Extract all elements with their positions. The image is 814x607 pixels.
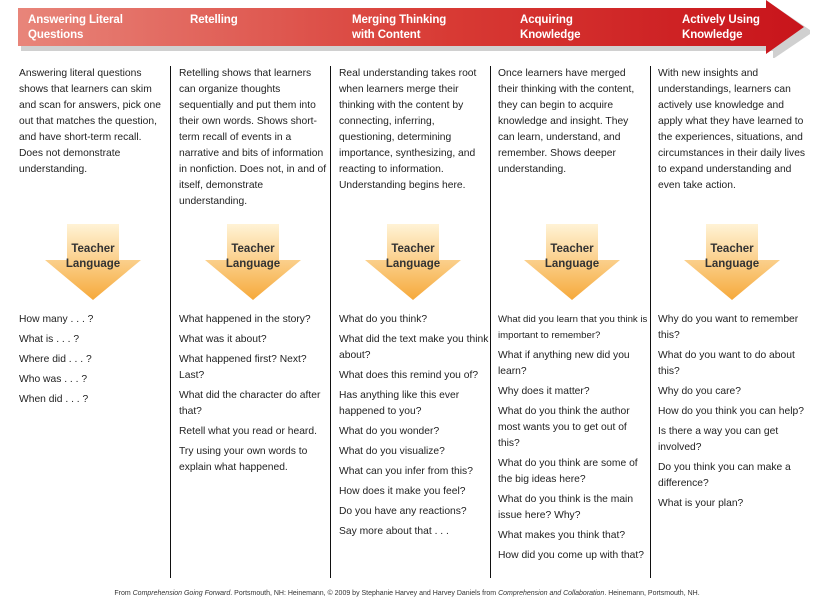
teacher-language-arrow	[205, 224, 301, 300]
list-item: Try using your own words to explain what happened.	[179, 446, 308, 473]
list-item: Do you have any reactions?	[339, 506, 467, 517]
stage-description: Once learners have merged their thinking with the content, they can begin to acquire knowledge and insight. They can learn, understand, and remember. Shows deeper understanding.	[498, 68, 635, 175]
list-item: Why do you want to remember this?	[658, 314, 799, 341]
list-item: How does it make you feel?	[339, 486, 466, 497]
list-item: Is there a way you can get involved?	[658, 426, 779, 453]
stage-title-retelling: Retelling	[190, 14, 238, 26]
list-item: What is your plan?	[658, 498, 744, 509]
list-item: When did . . . ?	[19, 394, 89, 405]
stage-column-retelling	[179, 66, 327, 578]
list-item: What do you wonder?	[339, 426, 440, 437]
book-title: Comprehension Going Forward	[132, 590, 231, 597]
question-list	[179, 312, 329, 480]
list-item: What makes you think that?	[498, 530, 626, 541]
list-item: Why does it matter?	[498, 386, 590, 397]
list-item: Has anything like this ever happened to you?	[339, 390, 460, 417]
list-item: What if anything new did you learn?	[498, 350, 630, 377]
list-item: Who was . . . ?	[19, 374, 88, 385]
list-item: How did you come up with that?	[498, 550, 644, 561]
stage-column-acquiring-knowledge	[498, 66, 646, 578]
list-item: What happened first? Next? Last?	[179, 354, 307, 381]
list-item: Say more about that . . .	[339, 526, 449, 537]
column-divider	[490, 66, 491, 578]
stage-description: Answering literal questions shows that learners can skim and scan for answers, pick one out that matches the question, and have short-term recall. Does not demonstrate understanding.	[19, 68, 161, 175]
list-item: What did you learn that you think is important to remember?	[498, 314, 648, 341]
stage-title-merging-thinking: Merging Thinking with Content	[352, 14, 447, 41]
stage-title-actively-using: Actively Using Knowledge	[682, 14, 760, 41]
stage-column-answering-literal	[19, 66, 167, 578]
stage-description: Retelling shows that learners can organize thoughts sequentially and put them into their own words. Shows short-term recall of events in a narrative and bits of information in nonfiction. Does not, in and of itself, demonstrate understanding.	[179, 68, 327, 207]
list-item: How many . . . ?	[19, 314, 94, 325]
stage-description: Real understanding takes root when learners merge their thinking with the content by connecting, inferring, questioning, determining importance, synthesizing, and reacting to information. Understanding begins here.	[339, 68, 477, 191]
list-item: What did the character do after that?	[179, 390, 321, 417]
teacher-language-label: Teacher Language	[225, 243, 281, 270]
list-item: What do you think?	[339, 314, 428, 325]
list-item: What do you think the author most wants you to get out of this?	[498, 406, 630, 449]
list-item: What does this remind you of?	[339, 370, 479, 381]
list-item: What is . . . ?	[19, 334, 80, 345]
list-item: Do you think you can make a difference?	[658, 462, 791, 489]
teacher-language-arrow	[524, 224, 620, 300]
teacher-language-arrow	[365, 224, 461, 300]
list-item: How do you think you can help?	[658, 406, 804, 417]
teacher-language-label: Teacher Language	[704, 243, 760, 270]
list-item: Retell what you read or heard.	[179, 426, 317, 437]
list-item: What do you visualize?	[339, 446, 445, 457]
stage-title-answering-literal: Answering Literal Questions	[28, 14, 123, 41]
list-item: What did the text make you think about?	[339, 334, 489, 361]
stage-title-acquiring-knowledge: Acquiring Knowledge	[520, 14, 581, 41]
question-list	[339, 312, 489, 544]
column-divider	[330, 66, 331, 578]
column-divider	[650, 66, 651, 578]
list-item: Why do you care?	[658, 386, 741, 397]
list-item: What do you think is the main issue here? Why?	[498, 494, 634, 521]
stage-column-merging-thinking	[339, 66, 487, 578]
question-list	[658, 312, 808, 516]
teacher-language-arrow	[45, 224, 141, 300]
list-item: What do you think are some of the big ideas here?	[498, 458, 638, 485]
list-item: Where did . . . ?	[19, 354, 92, 365]
list-item: What happened in the story?	[179, 314, 311, 325]
teacher-language-arrow	[684, 224, 780, 300]
book-title: Comprehension and Collaboration	[498, 590, 605, 597]
teacher-language-label: Teacher Language	[385, 243, 441, 270]
stage-description: With new insights and understandings, learners can actively use knowledge and apply what they have learned to the experiences, situations, and circumstances in their daily lives to expand understanding and even take action.	[658, 68, 806, 191]
source-citation: From Comprehension Going Forward. Portsmouth, NH: Heinemann, © 2009 by Stephanie Harvey and Harvey Daniels from Comprehension and Collaboration. Heinemann, Portsmouth, NH.	[114, 590, 700, 597]
teacher-language-label: Teacher Language	[544, 243, 600, 270]
question-list	[19, 312, 177, 412]
stage-column-actively-using	[658, 66, 806, 578]
list-item: What was it about?	[179, 334, 267, 345]
list-item: What do you want to do about this?	[658, 350, 795, 377]
list-item: What can you infer from this?	[339, 466, 473, 477]
teacher-language-label: Teacher Language	[65, 243, 121, 270]
question-list	[498, 312, 648, 568]
